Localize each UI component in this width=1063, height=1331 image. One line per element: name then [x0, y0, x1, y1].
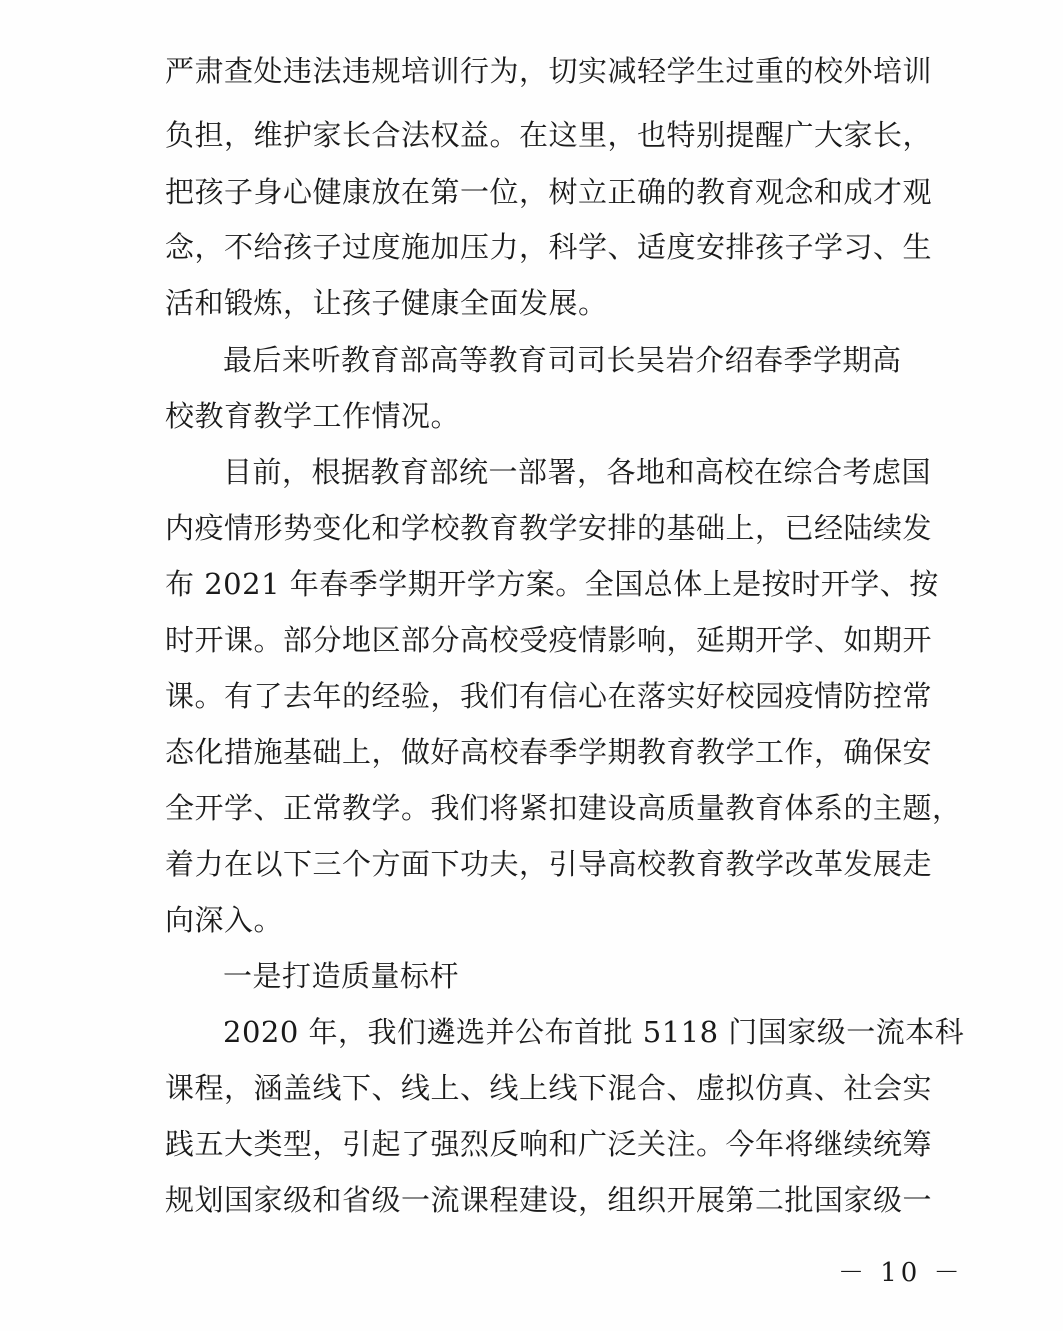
page-number: － 10 －	[838, 1258, 964, 1288]
text-line: 校教育教学工作情况。	[165, 399, 461, 433]
text-line: 把孩子身心健康放在第一位，树立正确的教育观念和成才观	[165, 175, 933, 209]
text-line: 课。有了去年的经验，我们有信心在落实好校园疫情防控常	[165, 679, 933, 713]
text-line: 2020 年，我们遴选并公布首批 5118 门国家级一流本科	[223, 1015, 965, 1049]
text-line: 着力在以下三个方面下功夫，引导高校教育教学改革发展走	[165, 847, 933, 881]
text-line: 全开学、正常教学。我们将紧扣建设高质量教育体系的主题，	[165, 791, 962, 825]
text-line: 负担，维护家长合法权益。在这里，也特别提醒广大家长，	[165, 118, 933, 152]
section-heading: 一是打造质量标杆	[223, 959, 460, 993]
text-line: 态化措施基础上，做好高校春季学期教育教学工作，确保安	[165, 735, 933, 769]
text-line: 规划国家级和省级一流课程建设，组织开展第二批国家级一	[165, 1183, 933, 1217]
text-line: 课程，涵盖线下、线上、线上线下混合、虚拟仿真、社会实	[165, 1071, 933, 1105]
text-line: 目前，根据教育部统一部署，各地和高校在综合考虑国	[223, 455, 932, 489]
text-line: 向深入。	[165, 903, 284, 937]
text-line: 践五大类型，引起了强烈反响和广泛关注。今年将继续统筹	[165, 1127, 933, 1161]
text-line: 布 2021 年春季学期开学方案。全国总体上是按时开学、按	[165, 567, 939, 601]
text-line: 最后来听教育部高等教育司司长吴岩介绍春季学期高	[223, 343, 902, 377]
text-line: 时开课。部分地区部分高校受疫情影响，延期开学、如期开	[165, 623, 933, 657]
text-line: 严肃查处违法违规培训行为，切实减轻学生过重的校外培训	[165, 54, 933, 88]
text-line: 念，不给孩子过度施加压力，科学、适度安排孩子学习、生	[165, 230, 933, 264]
text-line: 内疫情形势变化和学校教育教学安排的基础上，已经陆续发	[165, 511, 933, 545]
text-line: 活和锻炼，让孩子健康全面发展。	[165, 286, 608, 320]
